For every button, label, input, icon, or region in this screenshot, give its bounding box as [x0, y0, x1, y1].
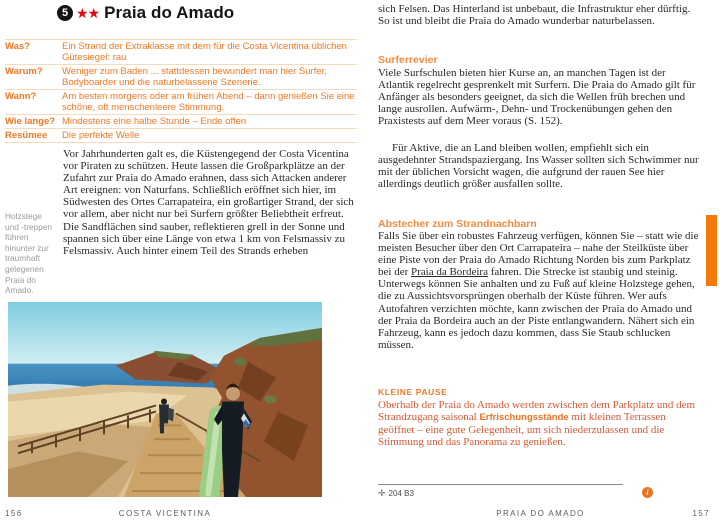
row-label: Warum?	[5, 66, 43, 77]
detour-text-end: fahren. Die Strecke ist staubig und steinig. Unterwegs können Sie anhalten und zu Fuß auf kleine Holzstege gehen, die zu Aussichtsvorsprüngen oberhalb der Küste führen. Wer aufs Autofahren verzichten möchte, kann zwischen der Praia do Amado und der Praia da Bordeira auch an der Piste entlangwandern. Nähert sich ein Fahrzeug, kann es jedoch dazu kommen, dass Sie Staub schlucken müssen.	[378, 266, 695, 351]
detour-paragraph	[378, 230, 700, 351]
table-row	[5, 128, 357, 143]
photo-caption: Holzstege und -treppen führen hinunter zur traumhaft gelegenen Praia do Amado.	[5, 211, 53, 296]
table-row	[5, 39, 357, 64]
table-row	[5, 114, 357, 128]
pause-paragraph	[378, 399, 700, 448]
table-row	[5, 64, 357, 89]
pause-highlight: Erfrischungsstände	[479, 412, 569, 424]
row-value: Am besten morgens oder am frühen Abend – dann genießen Sie eine schöne, oft menschenleere Stimmung.	[62, 91, 355, 113]
row-value: Weniger zum Baden ... stattdessen bewundert man hier Surfer, Bodyboarder und die naturbelassene Szenerie.	[62, 66, 327, 88]
pause-text-end: mit kleinen Terrassen geöffnet – eine gute Gelegenheit, um sich niederzulassen und die Stimmung und das Panorama zu genießen.	[378, 411, 666, 449]
row-label: Wie lange?	[5, 116, 56, 127]
page-number-left: 156	[5, 509, 23, 518]
table-row	[5, 89, 357, 114]
running-head-left: COSTA VICENTINA	[118, 509, 212, 518]
map-reference-text: 204 B3	[388, 489, 414, 498]
map-grid-icon: ✛	[378, 488, 386, 498]
chapter-edge-tab	[706, 215, 717, 286]
intro-paragraph: Vor Jahrhunderten galt es, die Küstengegend der Costa Vicentina vor Piraten zu schützen. Heute lassen die Großparkplätze an der Zufahrt zur Praia do Amado erahnen, dass sich Attacken anderer Art ereignen: von Naturfans. Schließlich eröffnet sich hier, im Südwesten des Ortes Carrapateira, ein großartiger Strand, der sich vor allem, aber nicht nur bei Surfern größter Beliebtheit erfreut. Die Sandflächen sind sauber, reflektieren grell in der Sonne und spannen sich über eine Länge von etwa 1 km von Felsmassiv zu Felsmassiv. Auch hinter einem Teil des Strands erheben	[63, 148, 354, 257]
row-value: Die perfekte Welle	[62, 130, 140, 141]
section-heading-kleine-pause: KLEINE PAUSE	[378, 387, 448, 397]
active-paragraph: Für Aktive, die an Land bleiben wollen, empfiehlt sich ein ausgedehnter Strandspaziergang. Ins Wasser sollten sich Schwimmer nur mit der üblichen Vorsicht wagen, die aufgrund der rauen See hier allerdings deutlich größer ausfallen sollte.	[378, 142, 699, 191]
row-value: Mindestens eine halbe Stunde – Ende offen	[62, 116, 247, 127]
surf-paragraph: Viele Surfschulen bieten hier Kurse an, an manchen Tagen ist der Atlantik regelrecht gesprenkelt mit Surfern. Die Praia do Amado gilt für Anfänger als besonders geeignet, da sich die Wellen früh brechen und lange ausrollen. Aufwärm-, Dehn- und Trockenübungen gehen den Praxistests auf dem Meer voraus (S. 152).	[378, 67, 696, 128]
page-title-text: Praia do Amado	[104, 3, 235, 22]
page-number-right: 157	[692, 509, 710, 518]
info-icon[interactable]: i	[642, 487, 653, 498]
cross-reference-link[interactable]: Praia da Bordeira	[410, 266, 488, 279]
footer-divider	[378, 484, 623, 485]
row-label: Resümee	[5, 130, 48, 141]
beach-photo	[8, 302, 322, 497]
sight-number-badge: 5	[57, 5, 73, 21]
section-heading-abstecher: Abstecher zum Strandnachbarn	[378, 218, 537, 230]
map-reference	[378, 488, 414, 499]
row-label: Wann?	[5, 91, 37, 102]
row-label: Was?	[5, 41, 30, 52]
running-head-right: PRAIA DO AMADO	[496, 509, 585, 518]
pause-text-start: Oberhalb der Praia do Amado werden zwischen dem Parkplatz und dem Strandzugang saisonal	[378, 399, 696, 424]
detour-text-start: Falls Sie über ein robustes Fahrzeug verfügen, können Sie – statt wie die meisten Besucher über den Ort Carrapateira – nahe der Steilküste über eine Piste von der Praia do Amado Richtung Norden bis zum Parkplatz bei der	[378, 230, 699, 279]
rating-stars-icon: ★★	[76, 5, 100, 21]
continuation-paragraph: sich Felsen. Das Hinterland ist unbebaut, die Infrastruktur eher dürftig. So ist und bleibt die Praia do Amado wunderbar naturbelassen.	[378, 3, 691, 28]
page-title	[57, 3, 234, 23]
row-value: Ein Strand der Extraklasse mit dem für die Costa Vicentina üblichen Gütesiegel: rau	[62, 41, 347, 63]
section-heading-surferrevier: Surferrevier	[378, 54, 438, 66]
quick-info-table	[5, 39, 357, 143]
